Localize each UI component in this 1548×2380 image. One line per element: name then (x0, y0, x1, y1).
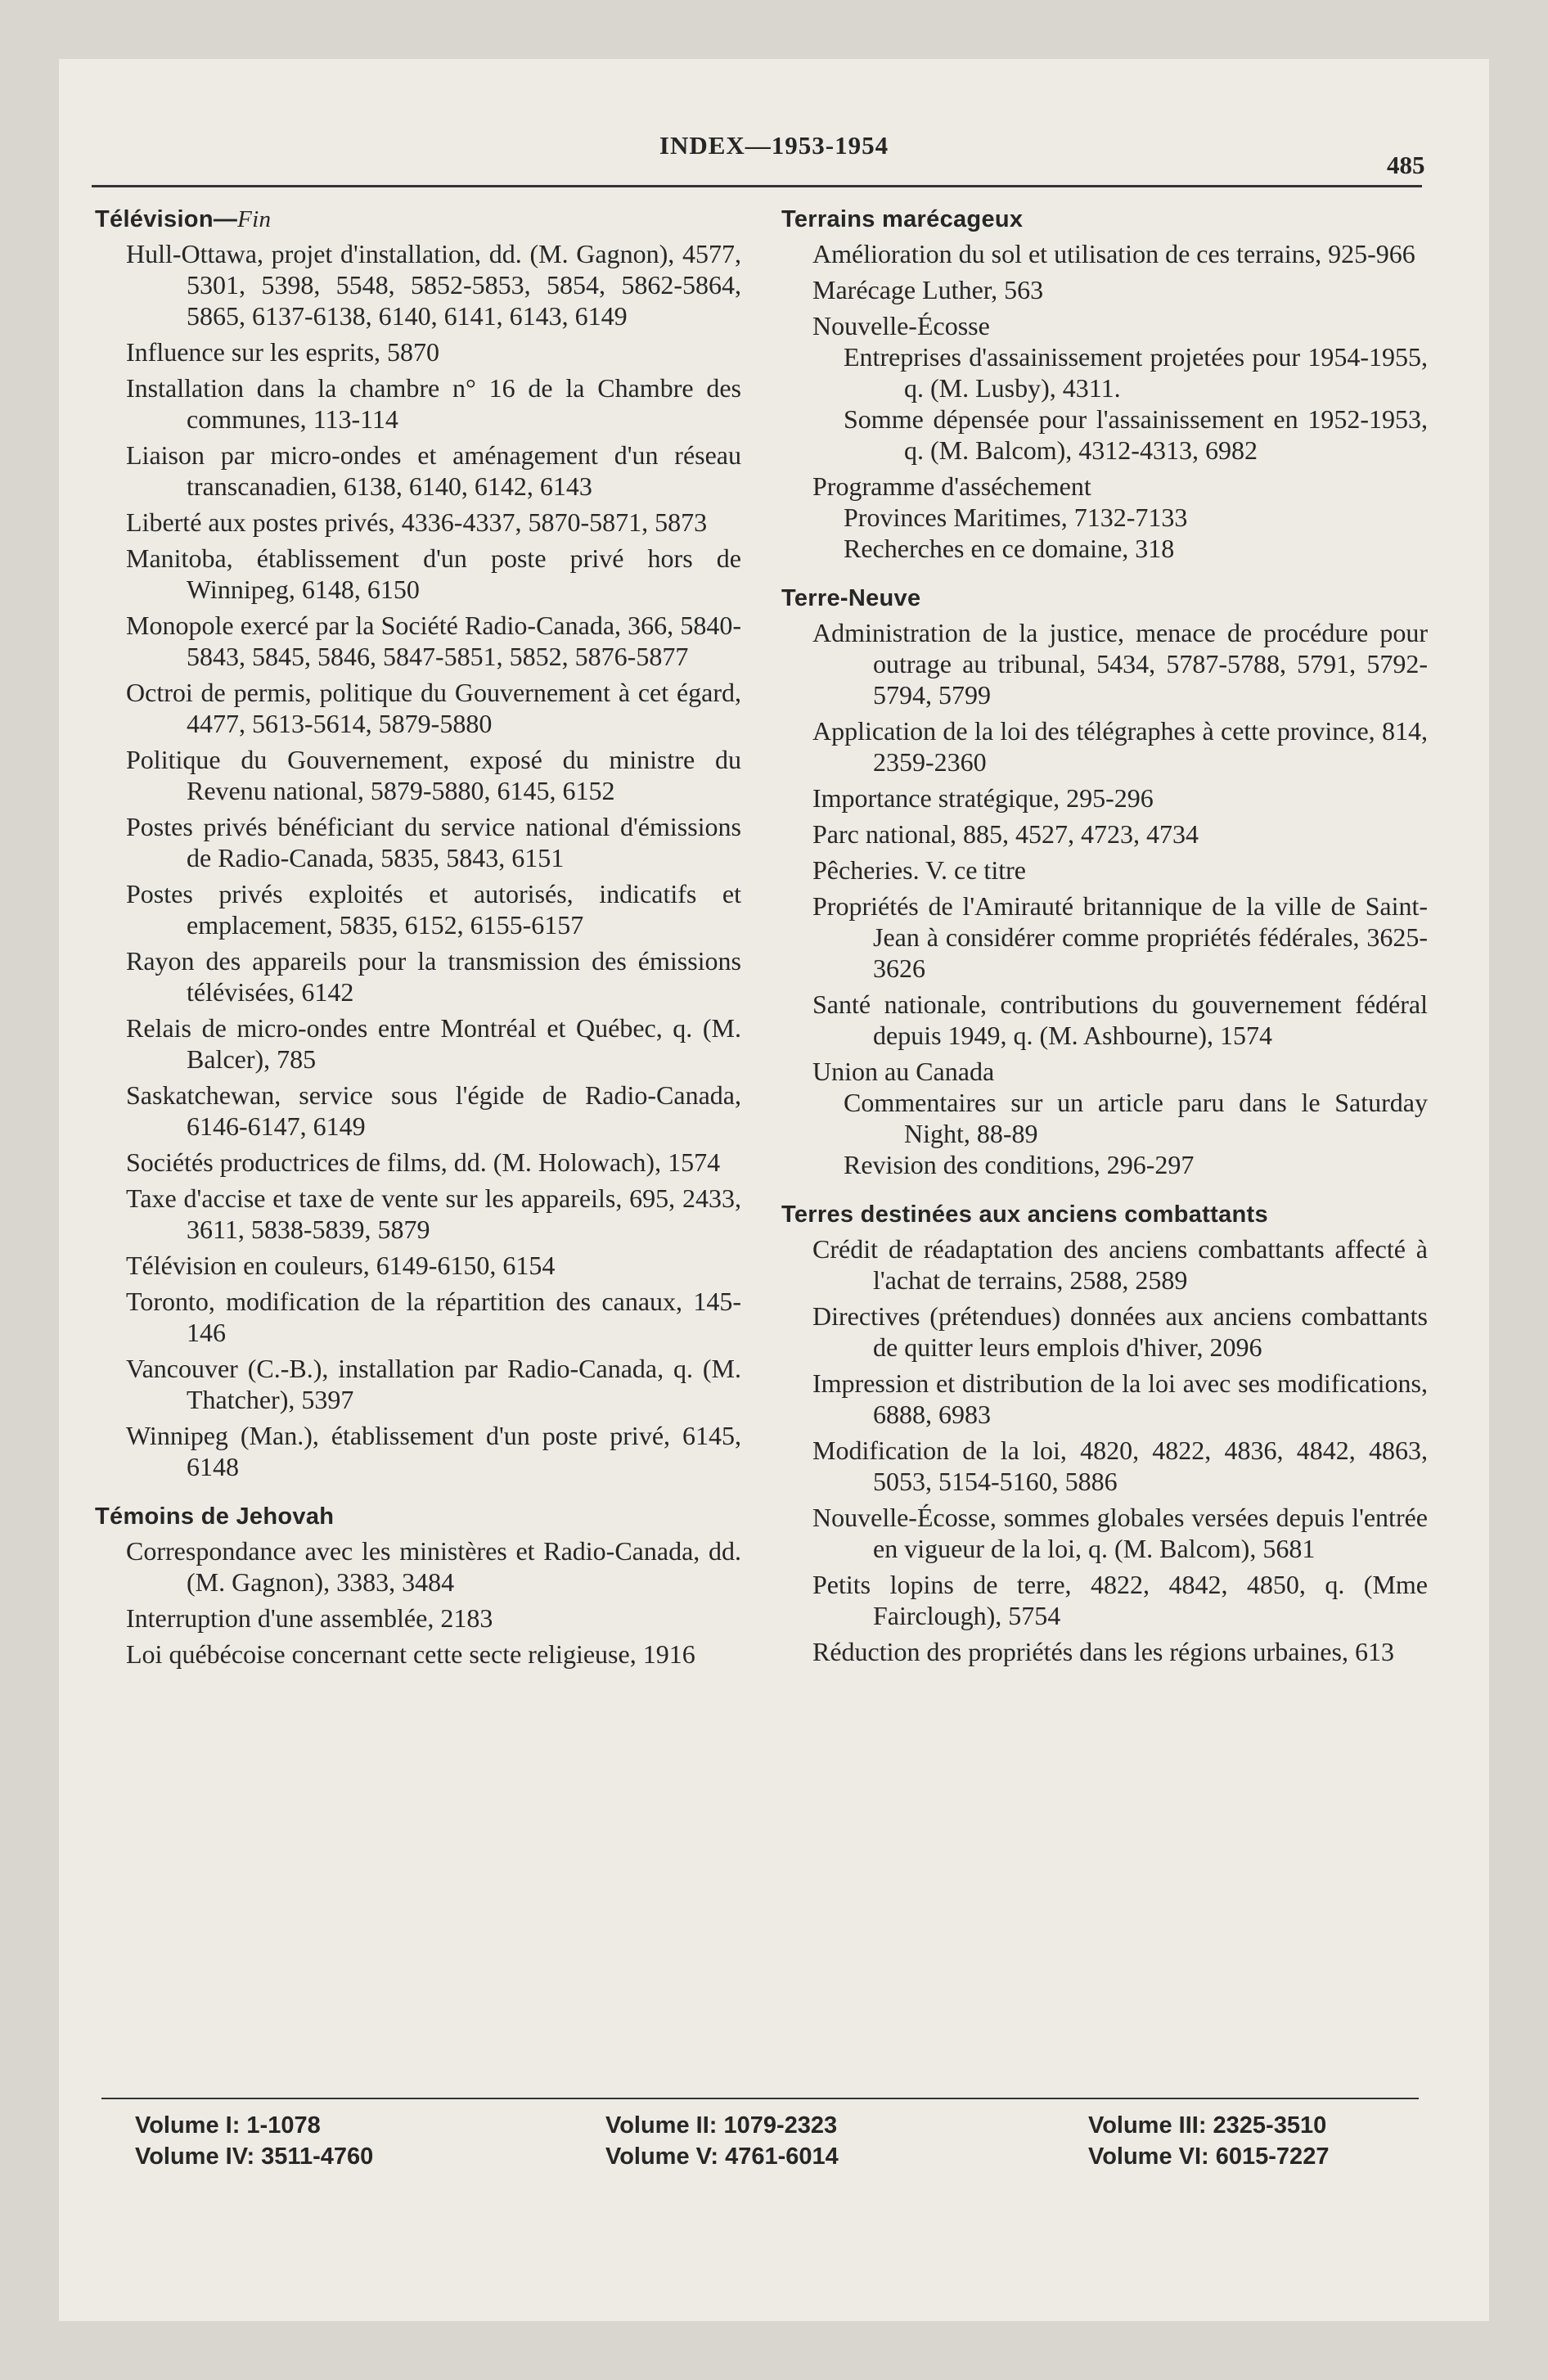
index-subentry: Somme dépensée pour l'assainissement en 1952-1953, q. (M. Balcom), 4312-4313, 6982 (844, 404, 1428, 465)
index-section (781, 585, 1428, 1180)
index-entry: Pêcheries. V. ce titre (812, 855, 1026, 885)
index-section (781, 206, 1428, 564)
index-entry: Propriétés de l'Amirauté britannique de la ville de Saint-Jean à considérer comme propriétés fédérales, 3625-3626 (812, 891, 1428, 983)
index-subentry: Entreprises d'assainissement projetées pour 1954-1955, q. (M. Lusby), 4311. (844, 342, 1428, 403)
volume-3: Volume III: 2325-3510 (1088, 2112, 1327, 2139)
section-heading: Terrains marécageux (781, 206, 1024, 232)
index-entry: Application de la loi des télégraphes à cette province, 814, 2359-2360 (812, 716, 1428, 777)
volume-2: Volume II: 1079-2323 (605, 2112, 838, 2139)
index-entry: Nouvelle-Écosse (812, 311, 990, 340)
index-entry: Relais de micro-ondes entre Montréal et Québec, q. (M. Balcer), 785 (126, 1013, 741, 1074)
index-entry: Postes privés bénéficiant du service national d'émissions de Radio-Canada, 5835, 5843, 6151 (126, 812, 741, 872)
index-entry: Influence sur les esprits, 5870 (126, 337, 440, 367)
index-entry: Manitoba, établissement d'un poste privé hors de Winnipeg, 6148, 6150 (126, 543, 741, 604)
index-entry: Directives (prétendues) données aux anciens combattants de quitter leurs emplois d'hiver, 2096 (812, 1301, 1428, 1362)
section-heading: Terre-Neuve (781, 585, 921, 611)
index-section (781, 1201, 1428, 1667)
section-heading-suffix: Fin (237, 206, 272, 232)
index-entry: Politique du Gouvernement, exposé du ministre du Revenu national, 5879-5880, 6145, 6152 (126, 745, 741, 805)
index-subentry: Revision des conditions, 296-297 (844, 1150, 1195, 1179)
index-entry: Interruption d'une assemblée, 2183 (126, 1603, 493, 1633)
index-entry: Programme d'asséchement (812, 471, 1091, 501)
index-entry: Liaison par micro-ondes et aménagement d'un réseau transcanadien, 6138, 6140, 6142, 6143 (126, 440, 741, 501)
index-entry: Installation dans la chambre n° 16 de la Chambre des communes, 113-114 (126, 373, 741, 434)
index-entry: Réduction des propriétés dans les régions urbaines, 613 (812, 1637, 1394, 1666)
index-entry: Administration de la justice, menace de procédure pour outrage au tribunal, 5434, 5787-5788, 5791, 5792-5794, 5799 (812, 618, 1428, 710)
index-entry: Télévision en couleurs, 6149-6150, 6154 (126, 1251, 556, 1280)
index-entry: Hull-Ottawa, projet d'installation, dd. (M. Gagnon), 4577, 5301, 5398, 5548, 5852-5853, 5854, 5862-5864, 5865, 6137-6138, 6140, 6141, 6143, 6149 (126, 239, 741, 331)
index-subentry: Recherches en ce domaine, 318 (844, 534, 1175, 563)
right-column (781, 203, 1428, 1688)
section-heading-text: Témoins de Jehovah (95, 1503, 335, 1530)
volume-4: Volume IV: 3511-4760 (135, 2143, 374, 2170)
index-entry: Marécage Luther, 563 (812, 275, 1044, 304)
index-entry: Impression et distribution de la loi avec ses modifications, 6888, 6983 (812, 1368, 1428, 1429)
index-entry: Saskatchewan, service sous l'égide de Radio-Canada, 6146-6147, 6149 (126, 1080, 741, 1141)
index-entry: Santé nationale, contributions du gouvernement fédéral depuis 1949, q. (M. Ashbourne), 1574 (812, 989, 1428, 1050)
index-entry-group (781, 471, 1428, 564)
index-entry: Toronto, modification de la répartition des canaux, 145-146 (126, 1287, 741, 1347)
section-heading (95, 206, 741, 233)
running-title: INDEX—1953-1954 (659, 131, 889, 160)
index-entry: Modification de la loi, 4820, 4822, 4836, 4842, 4863, 5053, 5154-5160, 5886 (812, 1436, 1428, 1496)
section-heading: Terres destinées aux anciens combattants (781, 1201, 1268, 1228)
volume-6: Volume VI: 6015-7227 (1088, 2143, 1330, 2170)
index-entry: Union au Canada (812, 1057, 995, 1086)
index-entry: Crédit de réadaptation des anciens combattants affecté à l'achat de terrains, 2588, 2589 (812, 1234, 1428, 1295)
index-entry: Liberté aux postes privés, 4336-4337, 5870-5871, 5873 (126, 507, 708, 537)
index-entry: Monopole exercé par la Société Radio-Canada, 366, 5840-5843, 5845, 5846, 5847-5851, 5852, 5876-5877 (126, 611, 741, 671)
index-entry: Nouvelle-Écosse, sommes globales versées depuis l'entrée en vigueur de la loi, q. (M. Balcom), 5681 (812, 1503, 1428, 1563)
index-entry: Taxe d'accise et taxe de vente sur les appareils, 695, 2433, 3611, 5838-5839, 5879 (126, 1183, 741, 1244)
index-entry: Loi québécoise concernant cette secte religieuse, 1916 (126, 1639, 695, 1669)
index-entry: Octroi de permis, politique du Gouvernement à cet égard, 4477, 5613-5614, 5879-5880 (126, 678, 741, 738)
index-entry-group (781, 1056, 1428, 1180)
index-entry: Amélioration du sol et utilisation de ces terrains, 925-966 (812, 239, 1415, 268)
section-heading (95, 1503, 741, 1530)
index-section (95, 1503, 741, 1670)
index-entry: Rayon des appareils pour la transmission des émissions télévisées, 6142 (126, 946, 741, 1007)
page-number: 485 (1387, 151, 1425, 179)
index-entry: Parc national, 885, 4527, 4723, 4734 (812, 819, 1199, 849)
index-entry: Petits lopins de terre, 4822, 4842, 4850, q. (Mme Fairclough), 5754 (812, 1570, 1428, 1630)
index-subentry: Commentaires sur un article paru dans le Saturday Night, 88-89 (844, 1088, 1428, 1148)
index-entry: Winnipeg (Man.), établissement d'un poste privé, 6145, 6148 (126, 1421, 741, 1481)
volume-1: Volume I: 1-1078 (135, 2112, 321, 2139)
index-entry: Vancouver (C.-B.), installation par Radio-Canada, q. (M. Thatcher), 5397 (126, 1354, 741, 1414)
footer-rule (101, 2098, 1419, 2099)
index-entry: Postes privés exploités et autorisés, indicatifs et emplacement, 5835, 6152, 6155-6157 (126, 879, 741, 940)
left-column (95, 203, 741, 1691)
index-section (95, 206, 741, 1482)
index-entry-group (781, 310, 1428, 466)
index-entry: Sociétés productrices de films, dd. (M. Holowach), 1574 (126, 1147, 721, 1177)
volume-5: Volume V: 4761-6014 (605, 2143, 839, 2170)
header-rule (92, 185, 1422, 187)
index-subentry: Provinces Maritimes, 7132-7133 (844, 503, 1188, 532)
section-heading-text: Télévision— (95, 206, 238, 232)
index-entry: Correspondance avec les ministères et Radio-Canada, dd. (M. Gagnon), 3383, 3484 (126, 1536, 741, 1597)
index-entry: Importance stratégique, 295-296 (812, 783, 1154, 813)
